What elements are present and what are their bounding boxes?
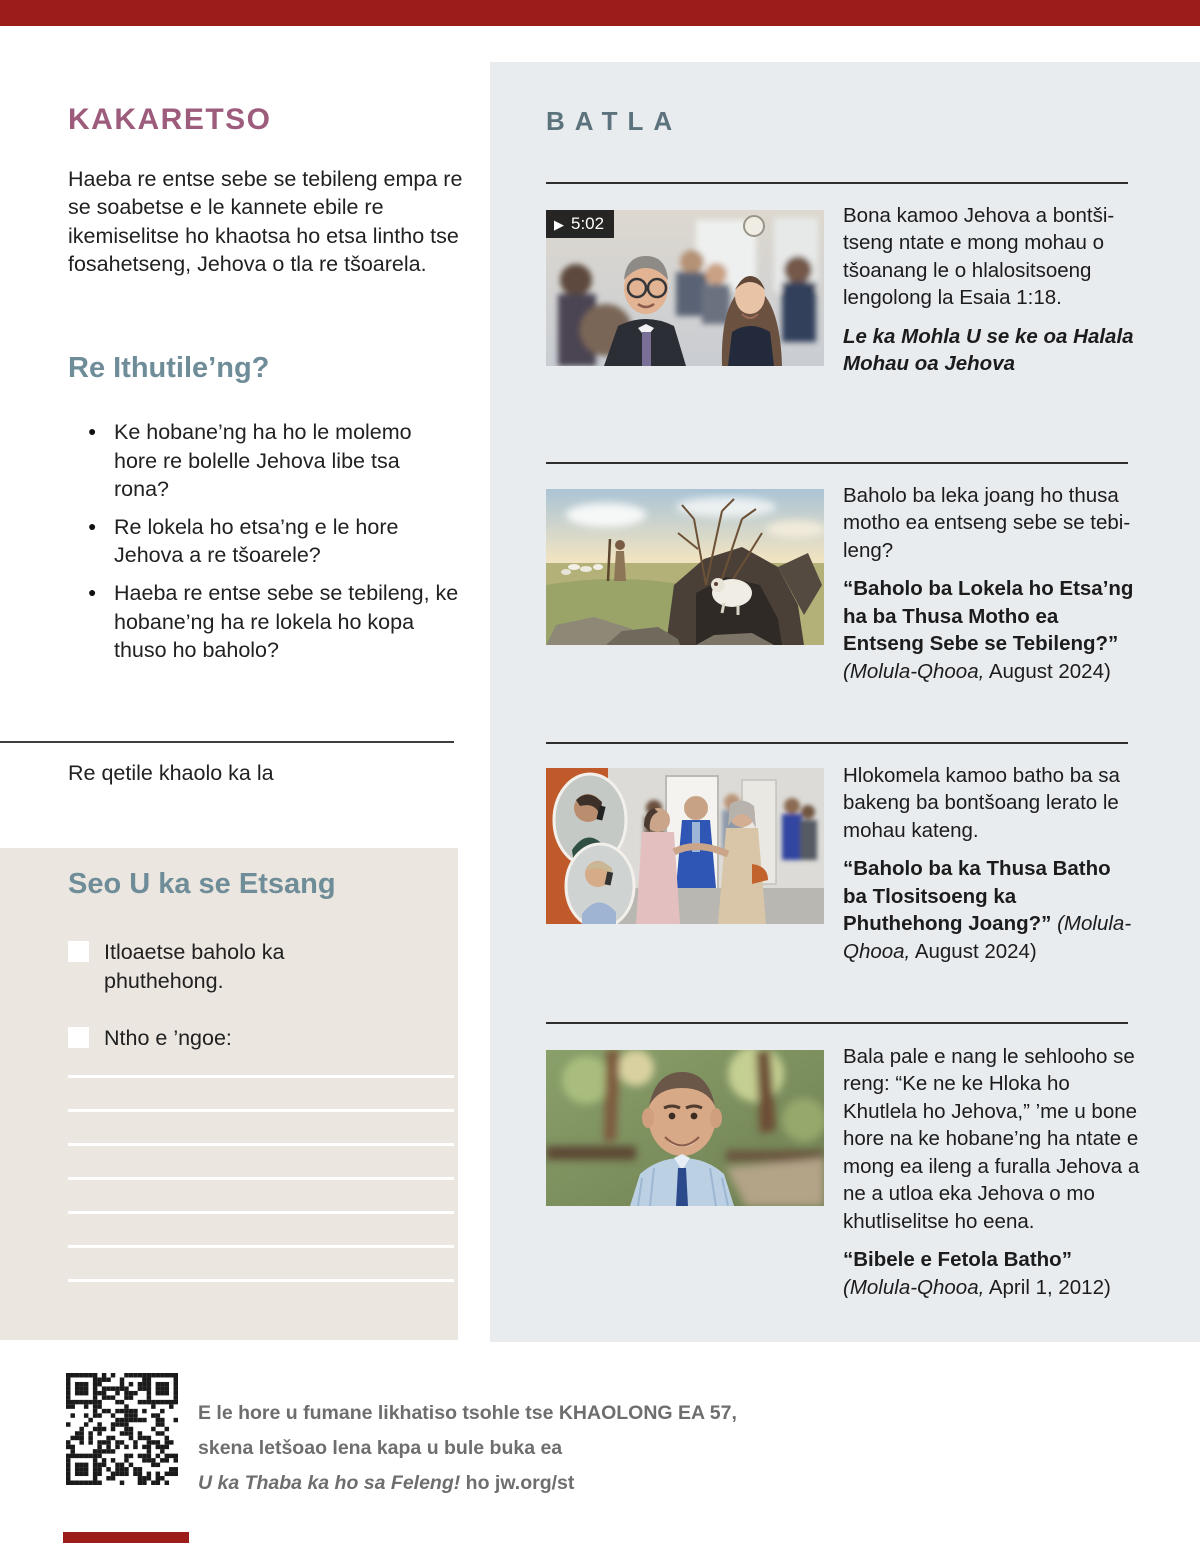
video-thumbnail-congregation[interactable] bbox=[546, 210, 824, 366]
section-text bbox=[843, 202, 1140, 389]
article-source: (Molula-Qhooa, August 2024) bbox=[843, 659, 1111, 683]
article-thumbnail-lost-sheep[interactable] bbox=[546, 489, 824, 645]
section-description: Hlokomela kamoo batho ba sa bakeng ba bontšoang lerato le mohau kateng. bbox=[843, 764, 1120, 842]
jw-org-link[interactable]: ho jw.org/st bbox=[460, 1471, 575, 1494]
video-duration-badge: ▶ 5:02 bbox=[546, 210, 614, 238]
section-rule bbox=[546, 462, 1128, 464]
footer-line: skena letšoao lena kapa u bule buka ea bbox=[198, 1436, 563, 1459]
section-text bbox=[843, 482, 1140, 696]
section-description: Baholo ba leka joang ho thusa motho ea entseng sebe se tebi-leng? bbox=[843, 484, 1131, 562]
writing-line[interactable] bbox=[68, 1109, 454, 1112]
article-title-link[interactable]: “Baholo ba ka Thusa Batho ba Tlositsoeng ka Phuthehong Joang?” bbox=[843, 857, 1111, 936]
section-text bbox=[843, 1043, 1140, 1312]
bottom-accent-bar bbox=[63, 1532, 189, 1543]
section-description: Bala pale e nang le sehlooho se reng: “Ke ne ke Hloka ho Khutlela ho Jehova,” ’me u bone hore na ke hobane’ng ha ntate e mong ea ileng a furalla Jehova a ne a utloa eka Jehova o mo khutliselitse ho eena. bbox=[843, 1045, 1140, 1233]
divider-rule bbox=[0, 741, 454, 743]
action-item-row bbox=[68, 938, 354, 996]
checkbox-icon[interactable] bbox=[68, 941, 89, 962]
article-title-link[interactable]: “Baholo ba Lokela ho Etsa’ng ha ba Thusa Motho ea Entseng Sebe se Tebileng?” bbox=[843, 577, 1134, 656]
footer-line: U ka Thaba ka ho sa Feleng! ho jw.org/st bbox=[198, 1471, 575, 1494]
action-item-label: Itloaetse baholo ka phuthehong. bbox=[104, 940, 285, 994]
what-we-learned-heading: Re Ithutile’ng? bbox=[68, 352, 270, 384]
writing-line[interactable] bbox=[68, 1279, 454, 1282]
review-question-list bbox=[68, 418, 460, 674]
article-title-link[interactable]: “Bibele e Fetola Batho” bbox=[843, 1248, 1072, 1272]
action-item-row bbox=[68, 1024, 354, 1053]
article-thumbnail-welcomed-back[interactable] bbox=[546, 768, 824, 924]
writing-line[interactable] bbox=[68, 1143, 454, 1146]
section-description: Bona kamoo Jehova a bontši-tseng ntate e mong mohau o tšoanang le o hlalositsoeng lengolong la Esaia 1:18. bbox=[843, 204, 1115, 310]
overview-heading: KAKARETSO bbox=[68, 103, 272, 136]
article-source: (Molula-Qhooa, April 1, 2012) bbox=[843, 1275, 1111, 1299]
article-source: (Molula-Qhooa, August 2024) bbox=[843, 912, 1132, 963]
writing-line[interactable] bbox=[68, 1075, 454, 1078]
section-rule bbox=[546, 1022, 1128, 1024]
action-item-label: Ntho e ’ngoe: bbox=[104, 1026, 232, 1050]
review-question: ● Re lokela ho etsa’ng e le hore Jehova a re tšoarele? bbox=[68, 513, 460, 570]
footer-line: E le hore u fumane likhatiso tsohle tse KHAOLONG EA 57, bbox=[198, 1402, 737, 1424]
qr-code bbox=[66, 1373, 178, 1485]
footer-instructions bbox=[198, 1396, 958, 1500]
section-rule bbox=[546, 182, 1128, 184]
play-icon: ▶ bbox=[554, 216, 564, 232]
review-question: ● Ke hobane’ng ha ho le molemo hore re bolelle Jehova libe tsa rona? bbox=[68, 418, 460, 504]
top-accent-bar bbox=[0, 0, 1200, 26]
overview-paragraph: Haeba re entse sebe se tebileng empa re se soabetse e le kannete ebile re ikemiselitse ho khaotsa ho etsa lintho tse fosahetseng, Jehova o tla re tšoarela. bbox=[68, 167, 463, 277]
dig-deeper-panel bbox=[490, 62, 1200, 1342]
video-title-link[interactable]: Le ka Mohla U se ke oa Halala Mohau oa Jehova bbox=[843, 324, 1134, 376]
writing-line[interactable] bbox=[68, 1211, 454, 1214]
chapter-completed-label: Re qetile khaolo ka la bbox=[68, 761, 274, 785]
action-box bbox=[0, 848, 458, 1340]
action-box-heading: Seo U ka se Etsang bbox=[68, 868, 336, 900]
checkbox-icon[interactable] bbox=[68, 1027, 89, 1048]
article-thumbnail-brother-portrait[interactable] bbox=[546, 1050, 824, 1206]
review-question: ● Haeba re entse sebe se tebileng, ke hobane’ng ha re lokela ho kopa thuso ho baholo? bbox=[68, 579, 460, 665]
section-rule bbox=[546, 742, 1128, 744]
batla-heading: BATLA bbox=[546, 106, 683, 136]
writing-line[interactable] bbox=[68, 1177, 454, 1180]
writing-line[interactable] bbox=[68, 1245, 454, 1248]
section-text bbox=[843, 762, 1140, 976]
